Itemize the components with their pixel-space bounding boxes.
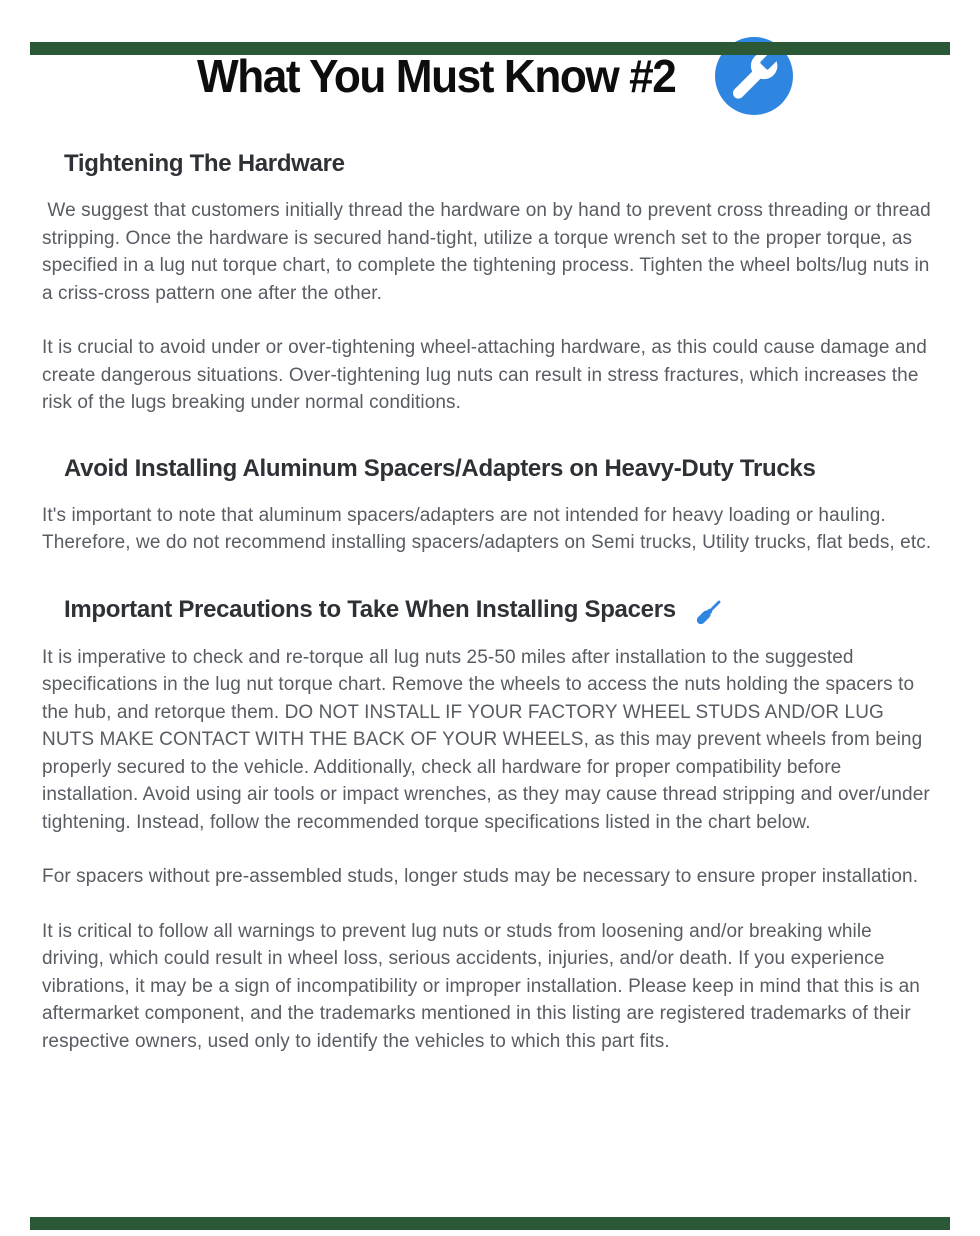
screwdriver-icon: [694, 597, 724, 627]
section-paragraphs: [42, 197, 938, 417]
paragraph: It's important to note that aluminum spacers/adapters are not intended for heavy loading or hauling. Therefore, we do not recommend installing spacers/adapters on Semi trucks, Utility trucks, flat beds, etc.: [42, 504, 932, 553]
paragraph: We suggest that customers initially thread the hardware on by hand to prevent cross threading or thread stripping. Once the hardware is secured hand-tight, utilize a torque wrench set to the proper torque, as specified in a lug nut torque chart, to complete the tightening process. Tighten the wheel bolts/lug nuts in a criss-cross pattern one after the other.: [42, 200, 931, 304]
paragraph: It is imperative to check and re-torque all lug nuts 25-50 miles after installation to the suggested specifications in the lug nut torque chart. Remove the wheels to access the nuts holding the spacers to the hub, and retorque them. DO NOT INSTALL IF YOUR FACTORY WHEEL STUDS AND/OR LUG NUTS MAKE CONTACT WITH THE BACK OF YOUR WHEELS, as this may prevent wheels from being properly secured to the vehicle. Additionally, check all hardware for proper compatibility before installation. Avoid using air tools or impact wrenches, as they may cause thread stripping and over/under tightening. Instead, follow the recommended torque specifications listed in the chart below.: [42, 646, 930, 833]
section-heading-text: Important Precautions to Take When Installing Spacers: [64, 595, 676, 623]
paragraph: It is critical to follow all warnings to prevent lug nuts or studs from loosening and/or breaking while driving, which could result in wheel loss, serious accidents, injuries, and/or death. If you experience vibrations, it may be a sign of incompatibility or improper installation. Please keep in mind that this is an aftermarket component, and the trademarks mentioned in this listing are registered trademarks of their respective owners, used only to identify the vehicles to which this part fits.: [42, 920, 920, 1052]
document-page: [0, 36, 980, 1236]
section-avoid-aluminum-spacers: [42, 455, 938, 557]
section-heading: [64, 595, 938, 625]
section-heading: [64, 150, 938, 178]
section-paragraphs: [42, 644, 938, 1056]
section-heading: [64, 455, 938, 483]
bottom-border-bar: [30, 1217, 950, 1230]
paragraph: It is crucial to avoid under or over-tightening wheel-attaching hardware, as this could cause damage and create dangerous situations. Over-tightening lug nuts can result in stress fractures, which increases the risk of the lugs breaking under normal conditions.: [42, 337, 927, 413]
page-title: What You Must Know #2: [196, 50, 676, 102]
paragraph: For spacers without pre-assembled studs, longer studs may be necessary to ensure proper installation.: [42, 866, 919, 887]
section-tightening-hardware: [42, 150, 938, 417]
section-heading-text: Avoid Installing Aluminum Spacers/Adapters on Heavy-Duty Trucks: [64, 454, 816, 482]
document-body: [0, 150, 980, 1055]
section-important-precautions: [42, 595, 938, 1056]
section-paragraphs: [42, 502, 938, 557]
section-heading-text: Tightening The Hardware: [64, 150, 345, 177]
